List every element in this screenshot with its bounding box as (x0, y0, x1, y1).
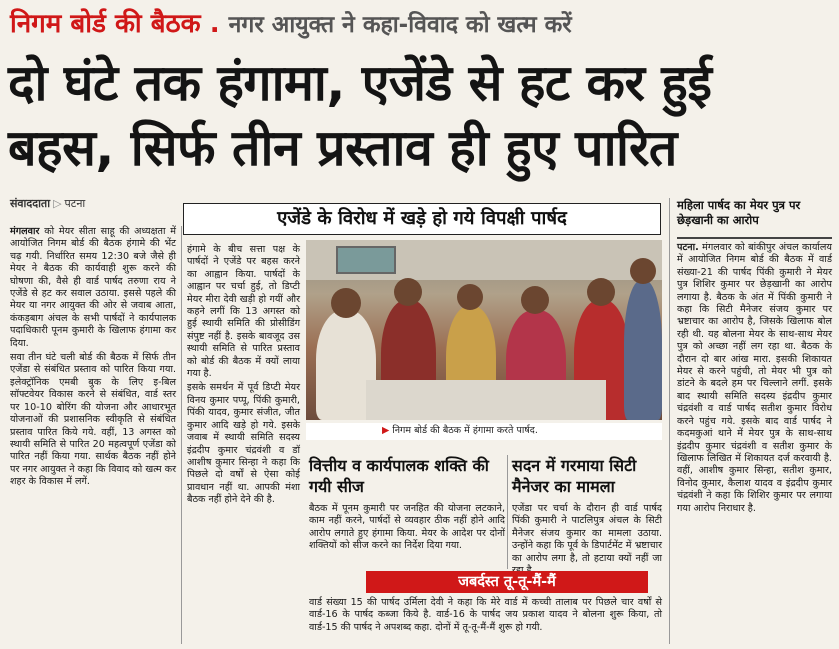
kicker-label: निगम बोर्ड की बैठक (10, 9, 201, 39)
sidebar-text (677, 242, 832, 644)
photo-head (521, 286, 549, 314)
kicker-dot: . (209, 9, 220, 39)
column1-lead: मंगलवार (10, 226, 40, 237)
sidebar-body: मंगलवार को बांकीपुर अंचल कार्यालय में आयोजित निगम बोर्ड की बैठक में वार्ड संख्या-21 की पार्षद पिंकी कुमारी ने मेयर पुत्र शिशिर कुमार पर छेड़खानी का आरोप लगाया है. बैठक के अंत में पिंकी कुमारी ने कहा कि सिटी मैनेजर संजय कुमार पर भ्रष्टाचार का आरोप है, जिसके खिलाफ बोल रही थी. यह बोलना मेयर के साथ-साथ मेयर पुत्र को अच्छा नहीं लग रहा था. बैठक के दौरान दो बार आंख मारा. इसकी शिकायत मेयर से करने पहुंची, तो मेयर भी पुत्र को डांटने के बदले हम पर चिल्लाने लगीं. इसके बाद स्थायी समिति सदस्य इंद्रदीप कुमार चंद्रवंशी व वार्ड पार्षद सतीश कुमार विरोध करने पहुंच गये. इसके बाद वार्ड पार्षद ने कदमकुआं थाने में मेयर पुत्र के साथ-साथ इंद्रदीप कुमार चंद्रवंशी व सतीश कुमार के खिलाफ लिखित में शिकायत दर्ज करवायी है. वहीं, आशीष कुमार सिन्हा, सतीश कुमार, विनोद कुमार, कैलाश यादव व इंद्रदीप कुमार चंद्रवंशी ने कहा कि शिशिर कुमार पर लगाया गया आरोप निराधार है. (677, 242, 832, 514)
banner-text: वार्ड संख्या 15 की पार्षद उर्मिला देवी ने कहा कि मेरे वार्ड में कच्ची तालाब पर पिछले चार वर्षों से वार्ड-16 के पार्षद कब्जा किये है. वार्ड-16 के पार्षद जय प्रकाश यादव ने बोलना शुरू किया, तो वार्ड-15 की पार्षद ने अपशब्द कहा. दोनों में तू-तू-मैं-मैं शुरू हो गयी. (309, 597, 662, 633)
subhead-city-manager: सदन में गरमाया सिटी मैनेजर का मामला (512, 456, 637, 496)
sidebar-lead: पटना. (677, 242, 699, 253)
sidebar-title: महिला पार्षद का मेयर पुत्र पर छेड़खानी का आरोप (677, 198, 801, 227)
photo-table (366, 380, 606, 420)
byline-place: पटना (64, 197, 86, 210)
headline-line-2: बहस, सिर्फ तीन प्रस्ताव ही हुए पारित (8, 119, 677, 177)
photo-head (394, 278, 422, 306)
subhead-divider (507, 455, 508, 569)
byline (10, 196, 85, 211)
city-manager-text: एजेंडा पर चर्चा के दौरान ही वार्ड पार्षद पिंकी कुमारी ने पाटलिपुत्र अंचल के सिटी मैनेजर संजय कुमार का मामला उठाया. उन्होंने कहा कि पूर्व के डिपार्टमेंट में भ्रष्टाचार का आरोप लगा है, तो हटाया क्यों नहीं जा (512, 503, 662, 564)
photo-caption (306, 423, 662, 440)
photo-head (457, 284, 483, 310)
column2-para-1: हंगामे के बीच सत्ता पक्ष के पार्षदों ने एजेंडे पर बहस करने का आह्वान किया. पार्षदों के आह्वान पर चर्चा हुई, तो डिप्टी मेयर मीरा देवी खड़ी हो गयीं और कहने लगीं कि 13 अगस्त को हुई स्थायी समिति की प्रोसीडिंग संपुष्ट नहीं है. इसके बावजूद उस स्थायी समिति से पारित प्रस्ताव को बोर्ड की बैठक में क्यों लाया गया है. (187, 244, 300, 380)
subhead-finance: वित्तीय व कार्यपालक शक्ति की गयी सीज (309, 456, 489, 496)
box-title: एजेंडे के विरोध में खड़े हो गये विपक्षी पार्षद (183, 203, 661, 235)
column2-para-2: इसके समर्थन में पूर्व डिप्टी मेयर विनय कुमार पप्पू, पिंकी कुमारी, पिंकी यादव, कुमार संजीत, जीत कुमार आदि खड़े हो गये. इसके जवाब में स्थायी समिति सदस्य इंद्रदीप कुमार चंद्रवंशी व डॉ आशीष कुमार सिन्हा ने कहा कि पिछले दो वर्षों से ऐसा कोई प्रावधान नहीं था. आपकी मंशा बैठक नहीं होने देने की है. (187, 382, 300, 506)
photo-person (624, 280, 662, 420)
sidebar-title-rule (677, 237, 832, 239)
sidebar-divider (669, 198, 670, 644)
news-photo (306, 240, 662, 420)
photo-head (331, 288, 361, 318)
banner-title: जबर्दस्त तू-तू-मैं-मैं (366, 571, 648, 593)
photo-head (630, 258, 656, 284)
photo-window (336, 246, 396, 274)
caption-text: निगम बोर्ड की बैठक में हंगामा करते पार्षद. (392, 425, 538, 436)
column1-para-2: सवा तीन घंटे चली बोर्ड की बैठक में सिर्फ तीन एजेंडा से संबंधित प्रस्ताव को पारित किया गया. इलेक्ट्रॉनिक एमबी बुक के लिए इ-बिल सॉफ्टवेयर विकास करने से संबंधित, वार्ड स्तर पर 10-10 बोरिंग की योजना और आधारभूत योजनाओं की प्रशासनिक स्वीकृति से संबंधित प्रस्ताव पारित किये गये. वहीं, 13 अगस्त को स्थायी समिति से पारित 20 महत्वपूर्ण एजेंडा को पारित नहीं किया गया. सार्थक बैठक नहीं होने पर नगर आयुक्त ने कहा कि विवाद को खत्म कर शहर के विकास में लगें. (10, 352, 176, 488)
caption-triangle-icon: ▶ (382, 425, 390, 436)
photo-head (587, 278, 615, 306)
finance-text: बैठक में पूनम कुमारी पर जनहित की योजना लटकाने, काम नहीं करने, पार्षदों से व्यवहार ठीक नहीं होने आदि आरोप लगाते हुए हंगामा किया. मेयर के आदेश पर दोनों शक्तियों को सीज करने का निर्देश दिया गया. (309, 503, 505, 552)
byline-reporter: संवाददाता (10, 197, 51, 210)
column-divider (181, 226, 182, 644)
headline-line-1: दो घंटे तक हंगामा, एजेंडे से हट कर हुई (8, 54, 712, 112)
article-column-2 (187, 244, 300, 604)
byline-separator-icon: ▷ (53, 197, 62, 210)
article-column-1 (10, 226, 176, 644)
kicker (10, 4, 830, 44)
kicker-subtitle: नगर आयुक्त ने कहा-विवाद को खत्म करें (228, 12, 572, 38)
column1-para-1: को मेयर सीता साहू की अध्यक्षता में आयोजित निगम बोर्ड की बैठक हंगामे की भेंट चढ़ गयी. निर्धारित समय 12:30 बजे जैसे ही मेयर ने बैठक की कार्यवाही शुरू करने की घोषणा की, वैसे ही वार्ड पार्षद तरुणा राय ने एजेंडे से हट कर सवाल उठाया. इससे पहले की मेयर या नगर आयुक्त की ओर से जवाब आता, कंकड़बाग अंचल के सभी पार्षदों ने कार्यपालक पदाधिकारी पूनम कुमारी के खिलाफ हंगामा कर दिया. (10, 226, 176, 349)
